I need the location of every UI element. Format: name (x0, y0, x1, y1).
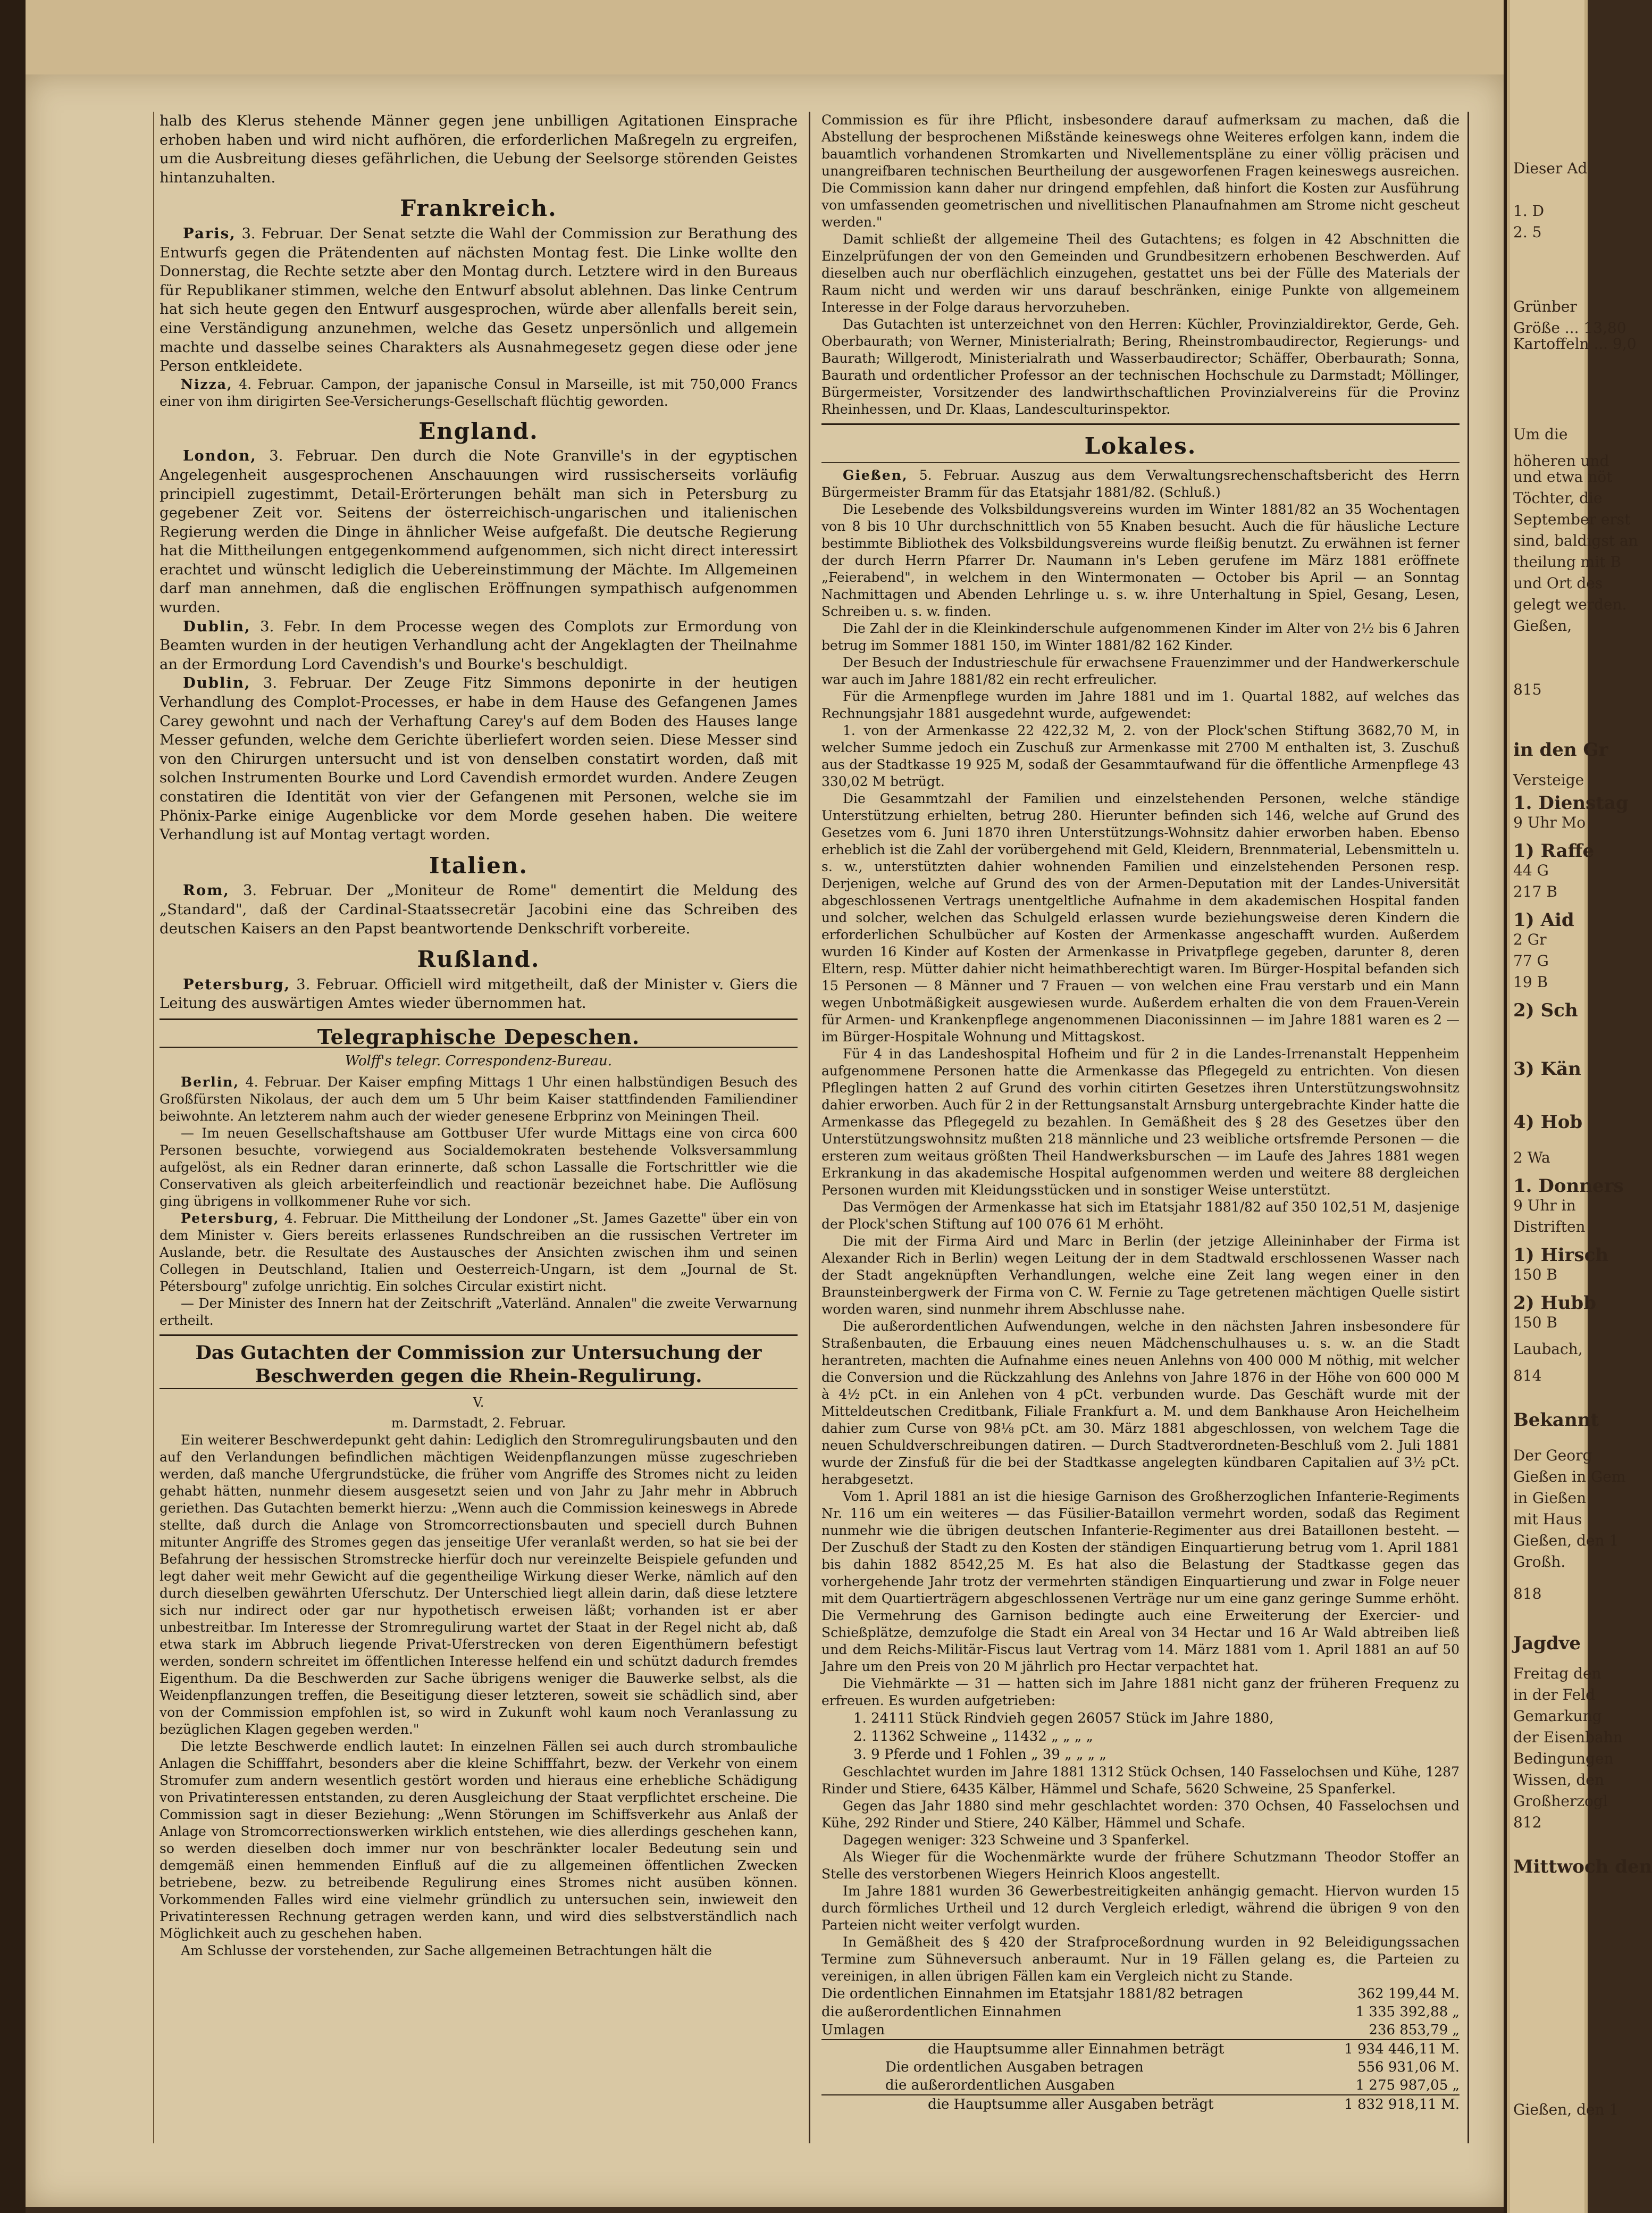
article-petersburg (160, 975, 798, 1013)
article-text: 4. Februar. Campon, der japanische Consul in Marseille, ist mit 750,000 Francs einer von ihm dirigirten See-Versicherungs-Gesellschaft flüchtig geworden. (160, 376, 798, 409)
lokales-dateline (821, 467, 1460, 501)
lokales-paragraph: Im Jahre 1881 wurden 36 Gewerbestreitigkeiten anhängig gemacht. Hiervon wurden 15 durch förmliches Urtheil und 12 durch Vergleich erledigt, während die übrigen 9 von den Parteien nicht weiter verfolgt wurden. (821, 1883, 1460, 1933)
lokales-paragraph: Als Wieger für die Wochenmärkte wurde der frühere Schutzmann Theodor Stoffer an Stelle des verstorbenen Wiegers Heinrich Kloos angestellt. (821, 1849, 1460, 1882)
adjacent-page-fragment: 1. D (1513, 202, 1545, 220)
adjacent-page-fragment: 4) Hob (1513, 1112, 1583, 1133)
row-value: 1 934 446,11 M. (1344, 2041, 1460, 2057)
left-column-rule (153, 112, 154, 2143)
lokales-paragraph: 1. von der Armenkasse 22 422,32 M, 2. von der Plock'schen Stiftung 3682,70 M, in welcher Summe jedoch ein Zuschuß zur Armenkasse mit 2700 M enthalten ist, 3. Zuschuß aus der Stadtkasse 19 925 M, sodaß der Gesammtaufwand für die öffentliche Armenpflege 43 330,02 M betrügt. (821, 722, 1460, 789)
adjacent-page-fragment: Gießen, den 1 (1513, 2101, 1619, 2118)
table-row (821, 2021, 1460, 2040)
adjacent-page-fragment: Gießen, (1513, 617, 1572, 634)
section-heading-lokales: Lokales. (1084, 433, 1197, 459)
adjacent-page-fragment: Großherzogl (1513, 1792, 1608, 1810)
section-heading-frankreich: Frankreich. (400, 195, 557, 222)
lokales-paragraph: Dagegen weniger: 323 Schweine und 3 Spanferkel. (843, 1832, 1189, 1848)
row-value: 556 931,06 M. (1357, 2059, 1460, 2075)
adjacent-page-fragment: Versteige (1513, 771, 1584, 789)
telegraph-subheading: Wolff's telegr. Correspondenz-Bureau. (345, 1053, 612, 1069)
adjacent-page-fragment: 19 B (1513, 973, 1548, 991)
adjacent-page-fragment: 150 B (1513, 1314, 1557, 1331)
table-row (821, 2058, 1460, 2076)
dateline-place: Gießen, (843, 467, 908, 483)
lokales-paragraph: Die Zahl der in die Kleinkinderschule aufgenommenen Kinder im Alter von 2½ bis 6 Jahren betrug im Sommer 1881 150, im Winter 1881/82 162 Kinder. (821, 620, 1460, 653)
lokales-paragraph: Die außerordentlichen Aufwendungen, welche in den nächsten Jahren insbesondere für Straßenbauten, die Erbauung eines neuen Mädchenschulhauses u. s. w. an die Stadt herantreten, machten die Aufnahme eines neuen Anlehns von 400 000 M nöthig, mit welcher die Conversion und die Rückzahlung des Anlehns von Jahre 1876 in der Höhe von 600 000 M à 4½ pCt. in ein Anlehen von 4 pCt. verbunden wurde. Das Geschäft wurde mit der Mitteldeutschen Creditbank, Filiale Frankfurt a. M. und dem Bankhause Aron Heichelheim dahier zum Curse von 98⅛ pCt. am 30. März 1881 abgeschlossen, von welchem Tage die neuen Schuldverschreibungen datiren. — Durch Stadtverordneten-Beschluß vom 2. Juli 1881 wurde der Zinsfuß für die bei der Stadtkasse angelegten kündbaren Capitalien auf 3½ pCt. herabgesetzt. (821, 1318, 1460, 1487)
dateline-place: Petersburg, (183, 975, 291, 993)
adjacent-page-fragment: Gemarkung (1513, 1707, 1602, 1725)
adjacent-page-fragment: in der Feld (1513, 1686, 1596, 1703)
gutachten-paragraph-3: Am Schlusse der vorstehenden, zur Sache allgemeinen Betrachtungen hält die (181, 1942, 712, 1958)
article-dublin-1 (160, 617, 798, 674)
adjacent-page-fragment: 150 B (1513, 1266, 1557, 1283)
adjacent-page-fragment: Kartoffeln ... 9,0 (1513, 335, 1637, 353)
adjacent-page-fragment: 1. Dienstag (1513, 792, 1629, 814)
adjacent-page-fragment: Mittwoch den (1513, 1856, 1652, 1877)
adjacent-page-fragment: 1) Aid (1513, 909, 1574, 931)
gutachten-heading: Das Gutachten der Commission zur Untersuchung der Beschwerden gegen die Rhein-Regulirung. (160, 1341, 798, 1389)
row-label: Umlagen (821, 2022, 885, 2038)
adjacent-page-fragment: in den Gr (1513, 739, 1608, 761)
dateline-place: Rom, (183, 882, 230, 899)
section-rule-thin (821, 462, 1460, 463)
gutachten-continuation-1: Commission es für ihre Pflicht, insbesondere darauf aufmerksam zu machen, daß die Abstellung der besprochenen Mißstände keineswegs ohne Weiteres erfolgen kann, indem die bauamtlich vorhandenen Stromkarten und Nivellementspläne zu einer völlig präcisen und unangreifbaren technischen Beurtheilung der ausgeworfenen Fragen keineswegs ausreichen. Die Commission kann daher nur dringend empfehlen, daß hinfort die Kosten zur Ausführung von umfassenden geometrischen und nivellitischen Planaufnahmen am Strome nicht gescheut werden." (821, 112, 1460, 230)
lokales-paragraph: Der Besuch der Industrieschule für erwachsene Frauenzimmer und der Handwerkerschule war auch im Jahre 1881/82 ein recht erfreulicher. (821, 654, 1460, 687)
column-divider (809, 112, 810, 2143)
row-value: 362 199,44 M. (1357, 1985, 1460, 2002)
adjacent-page-fragment: 3) Kän (1513, 1058, 1581, 1080)
gutachten-paragraph-2: Die letzte Beschwerde endlich lautet: In einzelnen Fällen sei auch durch strombauliche Anlagen die Schifffahrt, besonders aber die kleine Schifffahrt, bezw. der Verkehr von einem Stromufer zum andern wesentlich gestört worden und hieraus eine erhebliche Schädigung von Privatinteressen entstanden, zu deren Ausgleichung der Staat verpflichtet erscheine. Die Commission sagt in dieser Beziehung: „Wenn Störungen im Schiffsverkehr aus Anlaß der Anlage von Stromcorrectionswerken wirklich entstehen, wie dies allerdings geschehen kann, so werden dieselben doch immer nur von beschränkter localer Bedeutung sein und demgemäß einen hemmenden Einfluß auf die zu allgemeinen öffentlichen Zwecken betriebene, bezw. zu betreibende Regulirung eines Stromes nicht ausüben können. Vorkommenden Falles wird eine vielmehr gründlich zu untersuchen sein, inwieweit den Privatinteressen Rechnung getragen werden kann, und wird dies selbstverständlich nach Möglichkeit auch zu geschehen haben. (160, 1738, 798, 1941)
gutachten-part-number: V. (473, 1395, 484, 1410)
gutachten-paragraph-1: Ein weiterer Beschwerdepunkt geht dahin: Lediglich den Stromregulirungsbauten und den auf den Verlandungen befindlichen mächtigen Weidenpflanzungen müsse zugeschrieben werden, daß manche Ufergrundstücke, die früher vom Angriffe des Stromes nicht zu leiden gehabt hätten, nunmehr diesem ausgesetzt seien und von Jahr zu Jahr mehr in Abbruch geriethen. Das Gutachten bemerkt hierzu: „Wenn auch die Commission keineswegs in Abrede stellte, daß durch die Anlage von Stromcorrectionsbauten und speciell durch Buhnen mitunter Angriffe des Stromes gegen das jenseitige Ufer veranlaßt werden, so hat sie bei der Befahrung der hessischen Stromstrecke hierfür doch nur vereinzelte Beispiele gefunden und legt daher weit mehr Gewicht auf die gegentheilige Wirkung dieser Werke, nämlich auf den durch dieselben gewährten Uferschutz. Der Unterschied liegt allein darin, daß diese letztere sich nur indirect oder gar nur hypothetisch erweisen läßt; vorhanden ist er aber unbestreitbar. Im Interesse der Stromregulirung wartet der Staat in der Regel nicht ab, daß etwa stark im Abbruch liegende Privat-Uferstrecken von deren Eigenthümern befestigt werden, sondern schreitet im öffentlichen Interesse helfend ein und schützt dadurch fremdes Eigenthum. Da die Beschwerden zur Sache übrigens weniger die Bauwerke selbst, als die Weidenpflanzungen treffen, die Beseitigung dieser letzteren, soweit sie schädlich sind, aber von der Commission empfohlen ist, so wird in Zukunft wohl kaum noch Veranlassung zu bezüglichen Klagen gegeben werden." (160, 1432, 798, 1737)
section-heading-italien: Italien. (429, 852, 529, 879)
row-label: die außerordentlichen Ausgaben (885, 2077, 1115, 2093)
adjacent-page-fragment: theilung mit B (1513, 553, 1621, 571)
paper-top-margin (26, 0, 1504, 80)
cattle-table (821, 1709, 1460, 1764)
article-rom (160, 881, 798, 938)
adjacent-page-fragment: 814 (1513, 1367, 1542, 1384)
table-row: 2. 11362 Schweine „ 11432 „ „ „ „ (853, 1728, 1093, 1744)
row-label: die Hauptsumme aller Ausgaben beträgt (928, 2096, 1214, 2112)
article-paris (160, 224, 798, 376)
binding-edge (0, 0, 26, 2213)
left-column (160, 112, 798, 1959)
table-sum-row (821, 2040, 1460, 2058)
row-label: die Hauptsumme aller Einnahmen beträgt (928, 2041, 1225, 2057)
adjacent-page-fragment: Distriften (1513, 1218, 1586, 1235)
adjacent-page-fragment: Großh. (1513, 1553, 1566, 1571)
right-column-rule (1467, 112, 1469, 2143)
lokales-paragraph: Für 4 in das Landeshospital Hofheim und für 2 in die Landes-Irrenanstalt Heppenheim aufgenommene Personen hatte die Armenkasse das Pflegegeld zu entrichten. Von diesen Pfleglingen hatten 2 auf Grund des vorhin citirten Gesetzes ihren Unterstützungswohnsitz dahier erworben. Auch für 2 in der Rettungsanstalt Arnsburg untergebrachte Kinder hatte die Armenkasse das Pflegegeld zu bezahlen. In Gemäßheit des § 28 des Gesetzes über den Unterstützungswohnsitz mußten 218 männliche und 23 weibliche ortsfremde Personen — die ersteren zum weitaus größten Theil Handwerksburschen — im Laufe des Jahres 1881 wegen Erkrankung in das akademische Hospital aufgenommen werden und weitere 88 dergleichen Personen wurden mit Kleidungsstücken und in sonstiger Weise unterstützt. (821, 1046, 1460, 1198)
lokales-paragraph: Die mit der Firma Aird und Marc in Berlin (der jetzige Alleininhaber der Firma ist Alexander Rich in Berlin) wegen Leitung der in dem Stadtwald erschlossenen Wasser nach der Stadt angeknüpften Verhandlungen, welche eine Zeit lang wegen einer in den Braunsteinbergwerk der Firma von C. W. Fernie zu Tage getretenen mächtigen Quelle sistirt worden waren, sind nunmehr ihrem Abschlusse nahe. (821, 1233, 1460, 1317)
article-text: 3. Februar. Den durch die Note Granville's in der egyptischen Angelegenheit ausgesprochenen Anschauungen wird russischerseits vorläufig principiell zugestimmt, Detail-Erörterungen behält man sich in Petersburg zu gegebener Zeit vor. Seitens der österreichisch-ungarischen und italienischen Regierung werden die Dinge in ähnlicher Weise aufgefaßt. Die deutsche Regierung hat die Mittheilungen entgegenkommend aufgenommen, sich nicht direct interessirt erachtet und wünscht lediglich die Uebereinstimmung der Mächte. Im Allgemeinen darf man annehmen, daß die englischen Eröffnungen sympathisch aufgenommen wurden. (160, 447, 798, 616)
adjacent-page-fragment: Der Georg (1513, 1447, 1592, 1464)
lokales-paragraph: Die Lesebende des Volksbildungsvereins wurden im Winter 1881/82 an 35 Wochentagen von 8 bis 10 Uhr durchschnittlich von 55 Knaben besucht. Auch die für häusliche Lecture bestimmte Bibliothek des Volksbildungsvereins wurde fleißig benutzt. Zu erwähnen ist ferner der durch Herrn Pfarrer Dr. Naumann in's Leben gerufene im März 1881 eröffnete „Feierabend", in welchem in den Wintermonaten — October bis April — an Sonntag Nachmittagen und Abenden Lehrlinge u. s. w. ihre Unterhaltung in Spiel, Gesang, Lesen, Schreiben u. s. w. finden. (821, 501, 1460, 619)
adjacent-page-fragment: gelegt werden. (1513, 596, 1627, 613)
adjacent-page-fragment: 77 G (1513, 952, 1549, 970)
dateline-place: Paris, (183, 224, 236, 242)
article-london (160, 447, 798, 617)
table-sum-row (821, 2095, 1460, 2114)
telegram-berlin (160, 1074, 798, 1125)
adjacent-page-fragment: Gießen in Gem (1513, 1468, 1626, 1485)
intro-paragraph: halb des Klerus stehende Männer gegen jene unbilligen Agitationen Einsprache erhoben haben und wird nicht aufhören, die erforderlichen Maßregeln zu ergreifen, um die Ausbreitung dieses gefährlichen, die Uebung der Seelsorge störenden Geistes hintanzuhalten. (160, 112, 798, 186)
section-rule (160, 1334, 798, 1336)
dateline-text: 5. Februar. Auszug aus dem Verwaltungsrechenschaftsbericht des Herrn Bürgermeister Bramm für das Etatsjahr 1881/82. (Schluß.) (821, 467, 1460, 500)
adjacent-page-fragment: der Eisenbahn (1513, 1728, 1623, 1746)
adjacent-page-fragment: September erst (1513, 511, 1631, 528)
row-label: Die ordentlichen Ausgaben betragen (885, 2059, 1144, 2075)
lokales-paragraph: Vom 1. April 1881 an ist die hiesige Garnison des Großherzoglichen Infanterie-Regiments Nr. 116 um ein weiteres — das Füsilier-Bataillon vermehrt worden, sodaß das Regiment nunmehr wie die übrigen deutschen Infanterie-Regimenter aus drei Bataillonen besteht. — Der Zuschuß der Stadt zu den Kosten der ständigen Einquartierung betrug vom 1. April 1881 bis dahin 1882 8542,25 M. Es hat also die Belastung der Stadtkasse gegen das vorhergehende Jahr trotz der vermehrten ständigen Einquartierung und zwar in Folge neuer mit dem Quartierträgern abgeschlossenen Verträge nur um eine ganz geringe Summe erhöht. Die Vermehrung des Garnison bedingte auch eine Erweiterung der Exercier- und Schießplätze, demzufolge die Stadt ein Areal von 34 Hectar und 16 Ar Wald abtreiben ließ und dem Reichs-Militär-Fiscus laut Vertrag vom 14. März 1881 vom 1. April 1881 an auf 50 Jahre um den Preis von 20 M jährlich pro Hectar verpachtet hat. (821, 1488, 1460, 1674)
table-row (821, 2003, 1460, 2021)
adjacent-page-fragment: höheren und (1513, 452, 1609, 470)
gutachten-continuation-2: Damit schließt der allgemeine Theil des Gutachtens; es folgen in 42 Abschnitten die Einzelprüfungen der von den Gemeinden und Grundbesitzern erhobenen Beschwerden. Auf dieselben auch nur oberflächlich einzugehen, gestattet uns bei der Fülle des Materials der Raum nicht und werden wir uns darauf beschränken, einige Punkte von allgemeinem Interesse in der Folge daraus hervorzuheben. (821, 231, 1460, 315)
row-value: 1 832 918,11 M. (1344, 2096, 1460, 2112)
telegram-petersburg (160, 1210, 798, 1295)
dateline-place: Dublin, (183, 674, 251, 692)
telegram-text: 4. Februar. Die Mittheilung der Londoner „St. James Gazette" über ein von dem Minister v. Giers bereits erlassenes Rundschreiben an die russischen Vertreter im Auslande, betr. die Resultate des Austausches der Ansichten zwischen ihm und seinen Collegen in Deutschland, Italien und Oesterreich-Ungarn, ist dem „Journal de St. Pétersbourg" zufolge unrichtig. Ein solches Circular existirt nicht. (160, 1210, 798, 1295)
lokales-paragraph: Das Vermögen der Armenkasse hat sich im Etatsjahr 1881/82 auf 350 102,51 M, dasjenige der Plock'schen Stiftung auf 100 076 61 M erhöht. (821, 1199, 1460, 1232)
adjacent-page-fragment: in Gießen (1513, 1489, 1587, 1507)
lokales-paragraph: In Gemäßheit des § 420 der Strafproceßordnung wurden in 92 Beleidigungssachen Termine zum Sühneversuch anberaumt. Nur in 19 Fällen gelang es, die Parteien zu vereinigen, in allen übrigen Fällen kam ein Vergleich nicht zu Stande. (821, 1934, 1460, 1984)
article-text: 3. Februar. Der „Moniteur de Rome" dementirt die Meldung des „Standard", daß der Cardinal-Staatssecretär Jacobini eine das Schreiben des deutschen Kaisers an den Papst beantwortende Denkschrift vorbereite. (160, 882, 798, 937)
section-heading-telegraph: Telegraphische Depeschen. (160, 1028, 798, 1048)
gutachten-signatories: Das Gutachten ist unterzeichnet von den Herren: Küchler, Provinzialdirektor, Gerde, Geh. Oberbaurath; von Werner, Ministerialrath; Bering, Rheinstrombaudirector, Regierungs- und Baurath; Willgerodt, Ministerialrath und Wasserbaudirector; Schäffer, Oberbaurath; Sonna, Baurath und ordentlicher Professor an der technischen Hochschule zu Darmstadt; Möllinger, Bürgermeister, Vorsitzender des landwirthschaftlichen Provinzialvereins für die Provinz Rheinhessen, und Dr. Klaas, Landesculturinspektor. (821, 316, 1460, 417)
dateline-place: Dublin, (183, 617, 251, 635)
lokales-paragraph: Die Gesammtzahl der Familien und einzelstehenden Personen, welche ständige Unterstützung erhielten, betrug 280. Hierunter befinden sich 146, welche auf Grund des Gesetzes vom 6. Juni 1870 ihren Unterstützungs-Wohnsitz dahier erworben haben. Ebenso erheblich ist die Zahl der vorübergehend mit Geld, Kleidern, Brennmaterial, Lebensmitteln u. s. w., unterstützten dahier wohnenden Familien und einzelstehenden Personen resp. Derjenigen, welche auf Grund des von der Armen-Deputation mit der Landes-Universität abgeschlossenen Vertrags unentgeltliche Aufnahme in dem akademischen Hospital fanden und solcher, welchen das Schulgeld erlassen wurde beziehungsweise deren Kindern die erforderlichen Schulbücher auf Kosten der Armenkasse angeschafft wurden. Außerdem wurden 16 Kinder auf Kosten der Armenkasse in Privatpflege gegeben, darunter 8, deren Eltern, resp. Mütter dahier nicht heimathberechtigt waren. Im Bürger-Hospital befanden sich 15 Personen — 8 Männer und 7 Frauen — von welchen eine Frau verstarb und ein Mann wegen Unbotmäßigkeit ausgewiesen wurde. Außerdem erhalten die von dem Frauen-Verein für Armen- und Krankenpflege angenommenen Diaconissinnen — im Jahre 1881 waren es 2 — im Bürger-Hospitale Wohnung und Mittagskost. (821, 790, 1460, 1045)
table-row (821, 2076, 1460, 2095)
adjacent-page-fragment: 2 Wa (1513, 1149, 1550, 1166)
adjacent-page-fragment: 815 (1513, 681, 1542, 698)
lokales-paragraph: Geschlachtet wurden im Jahre 1881 1312 Stück Ochsen, 140 Fasselochsen und Kühe, 1287 Rinder und Stiere, 6435 Kälber, Hämmel und Schafe, 5620 Schweine, 25 Spanferkel. (821, 1764, 1460, 1797)
adjacent-page-fragment: 217 B (1513, 883, 1557, 900)
adjacent-page-fragment: Bedingungen (1513, 1750, 1614, 1767)
adjacent-page-fragment: 812 (1513, 1814, 1542, 1831)
adjacent-page-fragment: 2 Gr (1513, 931, 1547, 948)
section-heading-england: England. (418, 417, 539, 444)
telegram-berlin-2: — Im neuen Gesellschaftshause am Gottbuser Ufer wurde Mittags eine von circa 600 Personen besuchte, vorwiegend aus Socialdemokraten bestehende Volksversammlung aufgelöst, als ein Redner daran erinnerte, daß schon Lassalle die Fortschrittler wie die Conservativen als gleich arbeiterfeindlich und reactionär bezeichnet habe. Die Auflösung ging übrigens in vollkommener Ruhe vor sich. (160, 1125, 798, 1209)
article-text: 3. Februar. Officiell wird mitgetheilt, daß der Minister v. Giers die Leitung des auswärtigen Amtes wieder übernommen hat. (160, 975, 798, 1012)
adjacent-page-fragment: 2) Sch (1513, 1000, 1578, 1021)
telegram-petersburg-2: — Der Minister des Innern hat der Zeitschrift „Vaterländ. Annalen" die zweite Verwarnung ertheilt. (160, 1296, 798, 1329)
row-value: 236 853,79 „ (1369, 2022, 1460, 2038)
section-rule (160, 1018, 798, 1020)
dateline-place: Berlin, (181, 1074, 240, 1090)
adjacent-page-fragment: Bekannt (1513, 1409, 1599, 1431)
adjacent-page-fragment: Freitag den (1513, 1665, 1601, 1682)
adjacent-page-fragment: Jagdve (1513, 1633, 1581, 1654)
adjacent-page-fragment: Dieser Ad (1513, 160, 1588, 177)
lokales-paragraph: Gegen das Jahr 1880 sind mehr geschlachtet worden: 370 Ochsen, 40 Fasselochsen und Kühe, 292 Rinder und Stiere, 240 Kälber, Hämmel und Schafe. (821, 1798, 1460, 1831)
adjacent-page-fragment: Grünber (1513, 298, 1577, 315)
dateline-place: Petersburg, (181, 1210, 280, 1226)
adjacent-page-fragment: 1) Hirsch (1513, 1245, 1609, 1266)
telegram-text: 4. Februar. Der Kaiser empfing Mittags 1 Uhr einen halbstündigen Besuch des Großfürsten Nikolaus, der auch dem um 5 Uhr beim Kaiser stattfindenden Familiendiner beiwohnte. An letzterem nahm auch der wieder genesene Erbprinz von Meiningen Theil. (160, 1074, 798, 1124)
article-nizza (160, 376, 798, 410)
article-dublin-2 (160, 674, 798, 844)
lokales-paragraph: Die Viehmärkte — 31 — hatten sich im Jahre 1881 nicht ganz der früheren Frequenz zu erfreuen. Es wurden aufgetrieben: (821, 1675, 1460, 1708)
section-heading-russland: Rußland. (417, 946, 540, 973)
adjacent-page-fragment: sind, baldigst an (1513, 532, 1638, 549)
adjacent-page-fragment: 1) Raffe (1513, 840, 1595, 862)
lokales-paragraph: Für die Armenpflege wurden im Jahre 1881 und im 1. Quartal 1882, auf welches das Rechnungsjahr 1881 ausgedehnt wurde, aufgewendet: (821, 688, 1460, 721)
section-rule (821, 423, 1460, 425)
adjacent-page-fragment: Um die (1513, 425, 1568, 443)
adjacent-page-fragment: 2) Hubb (1513, 1292, 1596, 1314)
article-text: 3. Februar. Der Senat setzte die Wahl der Commission zur Berathung des Entwurfs gegen die Prätendenten auf nächsten Montag fest. Die Linke wollte den Donnerstag, die Rechte setzte aber den Montag durch. Letztere wird in den Bureaus für Republikaner stimmen, welche den Entwurf absolut ablehnen. Das linke Centrum hat sich heute gegen den Entwurf ausgesprochen, würde aber allenfalls bereit sein, eine Verständigung anzunehmen, welche das Gesetz unpersönlich und allgemein machte und dasselbe seines Charakters als Ausnahmegesetz gegen diese oder jene Person entkleidete. (160, 224, 798, 375)
adjacent-page-fragment: und Ort des (1513, 574, 1603, 592)
adjacent-page-fragment: 2. 5 (1513, 223, 1542, 241)
adjacent-page-fragment: Wissen, den (1513, 1771, 1604, 1789)
adjacent-page-fragment: Gießen, den 1 (1513, 1532, 1619, 1549)
gutachten-dateline: m. Darmstadt, 2. Februar. (391, 1415, 566, 1431)
adjacent-page-fragment: 9 Uhr in (1513, 1197, 1576, 1214)
right-column (821, 112, 1460, 2114)
adjacent-page-fragment: 44 G (1513, 862, 1549, 879)
table-row: 1. 24111 Stück Rindvieh gegen 26057 Stück im Jahre 1880, (853, 1710, 1274, 1726)
dateline-place: London, (183, 447, 257, 465)
article-text: 3. Febr. In dem Processe wegen des Complots zur Ermordung von Beamten wurden in der heutigen Verhandlung acht der Angeklagten der Theilnahme an der Ermordung Lord Cavendish's und Bourke's beschuldigt. (160, 617, 798, 673)
adjacent-page-fragment: 818 (1513, 1585, 1542, 1602)
adjacent-page-fragment: mit Haus (1513, 1510, 1582, 1528)
article-text: 3. Februar. Der Zeuge Fitz Simmons deponirte in der heutigen Verhandlung des Complot-Processes, er habe in dem Hause des Gefangenen James Carey gewohnt und nach der Verhaftung Carey's auf dem Boden des Hauses lange Messer gefunden, welche dem Gerichte überliefert worden seien. Diese Messer sind von den Chirurgen untersucht und ist von denselben constatirt worden, daß mit solchen Instrumenten Bourke und Lord Cavendish ermordet wurden. Andere Zeugen constatiren die Identität von vier der Gefangenen mit Personen, welche sie im Phönix-Parke einige Augenblicke vor dem Morde gesehen haben. Die weitere Verhandlung ist auf Montag vertagt worden. (160, 674, 798, 844)
adjacent-page-fragment: 1. Donners (1513, 1175, 1624, 1197)
adjacent-page-fragment: Größe ... 13,80 (1513, 319, 1626, 337)
finance-table (821, 1985, 1460, 2114)
table-row: 3. 9 Pferde und 1 Fohlen „ 39 „ „ „ „ (853, 1746, 1106, 1763)
adjacent-page-fragment: und etwa nöt (1513, 468, 1613, 486)
row-label: Die ordentlichen Einnahmen im Etatsjahr 1881/82 betragen (821, 1985, 1243, 2002)
adjacent-page-fragment: 9 Uhr Mo (1513, 814, 1586, 831)
dateline-place: Nizza, (181, 376, 233, 392)
row-value: 1 275 987,05 „ (1355, 2077, 1460, 2093)
adjacent-page-fragment: Laubach, (1513, 1340, 1583, 1358)
table-row (821, 1985, 1460, 2003)
adjacent-page-fragment: Töchter, die (1513, 489, 1603, 507)
row-label: die außerordentlichen Einnahmen (821, 2003, 1062, 2020)
row-value: 1 335 392,88 „ (1355, 2003, 1460, 2020)
